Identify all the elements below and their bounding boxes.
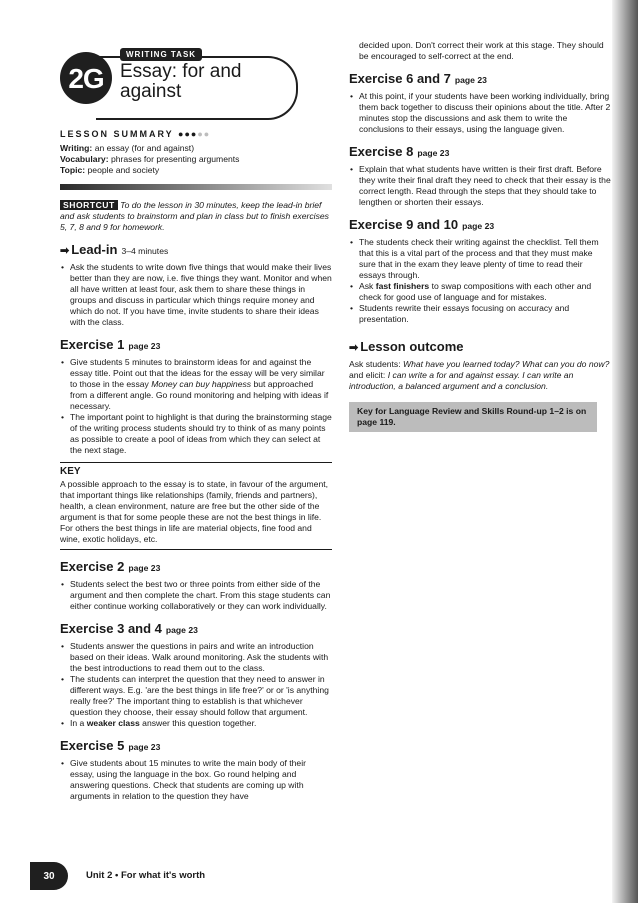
shortcut-note [60,200,332,233]
exercise910-heading [349,217,611,234]
key-box [60,462,332,550]
meta-topic-label: Topic: [60,165,86,175]
dots-filled: ●●● [178,129,198,139]
exercise910-title: Exercise 9 and 10 [349,217,459,232]
key-title: KEY [60,466,81,477]
exercise34-page: page 23 [165,625,198,635]
list-item [60,357,332,412]
exercise910-b2-suffix: to swap compositions with each other and check for good use of language and for mistakes. [359,281,592,302]
exercise910-b2-prefix: Ask [359,281,376,291]
divider-bar [60,184,332,190]
list-item: • The important point to highlight is that during the brainstorming stage of the writing process students should try to think of as many points as possible to create a pool of ideas from which they can select at the next stage. [60,412,332,456]
exercise34-b3-prefix: In a [70,718,87,728]
outcome-title: Lesson outcome [360,339,464,354]
exercise67-heading [349,71,611,88]
key-reference-box: Key for Language Review and Skills Round-up 1–2 is on page 119. [349,402,597,432]
dots-empty: ●● [197,129,211,139]
exercise910-page: page 23 [462,221,495,231]
meta-writing [60,143,332,154]
exercise34-title: Exercise 3 and 4 [60,621,162,636]
scan-edge-shadow [612,0,638,903]
list-item [60,718,332,729]
exercise34-b3-bold: weaker class [86,718,140,728]
exercise5-heading [60,738,332,755]
lead-in-list [60,262,332,328]
summary-heading-text: LESSON SUMMARY [60,129,174,139]
exercise5-list [60,758,332,802]
continued-text: decided upon. Don't correct their work at this stage. They should be encouraged to self-correct at the end. [359,40,604,61]
exercise910-list [349,237,611,325]
page-number: 30 [30,862,68,890]
list-item: • Students answer the questions in pairs and write an introduction based on their ideas. Walk around monitoring. Ask the students with the best introductions to read them out to the class. [60,641,332,674]
lead-in-title: Lead-in [71,242,118,257]
outcome-italic2: I can write a for and against essay. I can write an introduction, a balanced argument and a conclusion. [349,370,574,391]
exercise2-list [60,579,332,612]
exercise67-list [349,91,611,135]
list-item: • The students can interpret the question that they need to answer in different ways. E.g. 'are the best things in life free?' or or 'is anything really free?' The important thing to establish is that whichever question they choose, their essay should follow that argument. [60,674,332,718]
meta-vocabulary-value: phrases for presenting arguments [108,154,240,164]
exercise34-heading [60,621,332,638]
meta-topic [60,165,332,176]
list-item [349,281,611,303]
exercise34-list [60,641,332,729]
outcome-part2: and elicit: [349,370,388,380]
shortcut-text: To do the lesson in 30 minutes, keep the lead-in brief and ask students to brainstorm and plan in class but to finish exercises 5, 7, 8 and 9 for homework. [60,200,329,232]
list-item: • Ask the students to write down five things that would make their lives better than they are now, i.e. five things they want. Monitor and when all have written at least four, ask them to share these things in groups and discuss in particular which things require money and which do not. If you have time, invite students to share their ideas with the class. [60,262,332,328]
exercise1-b1-italic: Money can buy happiness [151,379,252,389]
exercise1-b1-text2: but approached from a different angle. Go round monitoring and helping with ideas if necessary. [70,379,329,411]
meta-writing-label: Writing: [60,143,93,153]
list-item: • Students select the best two or three points from either side of the argument and then complete the chart. From this stage students can either continue working collaboratively or they can work individually. [60,579,332,612]
outcome-heading [349,339,611,356]
list-item: • The students check their writing against the checklist. Tell them that this is a vital part of the process and that they must make sure that in the exam they leave plenty of time to read their essays through. [349,237,611,281]
left-column [60,52,332,802]
outcome-text [349,359,611,392]
meta-vocabulary-label: Vocabulary: [60,154,109,164]
lesson-header [60,52,332,127]
list-item: • Give students about 15 minutes to write the main body of their essay, using the language in the box. Go round helping and answering questions. Check that students are coming up with arguments in relation to the question they have [60,758,332,802]
exercise34-b3-suffix: answer this question together. [139,718,257,728]
task-label: WRITING TASK [120,48,202,61]
lesson-summary-heading [60,129,332,140]
exercise1-page: page 23 [128,341,161,351]
exercise2-heading [60,559,332,576]
exercise8-list [349,164,611,208]
exercise1-list [60,357,332,456]
exercise8-heading [349,144,611,161]
exercise5-title: Exercise 5 [60,738,125,753]
exercise1-b1-text: Give students 5 minutes to brainstorm ideas for and against the essay title. Point out that the ideas for the essay will be very similar to those in the essay [70,357,325,389]
footer-unit-title: Unit 2 • For what it's worth [86,870,206,881]
difficulty-dots [178,129,210,139]
arrow-icon: ➡ [60,245,70,257]
exercise67-page: page 23 [454,75,487,85]
exercise2-page: page 23 [128,563,161,573]
outcome-italic1: What have you learned today? What can you do now? [402,359,610,369]
exercise8-title: Exercise 8 [349,144,414,159]
exercise8-page: page 23 [417,148,450,158]
exercise2-title: Exercise 2 [60,559,125,574]
lesson-title [120,62,241,102]
list-item: • Students rewrite their essays focusing on accuracy and presentation. [349,303,611,325]
list-item: • At this point, if your students have been working individually, bring them back together to discuss their opinions about the title. After 2 minutes stop the discussions and ask them to write the conclusions to their essays, using the language given. [349,91,611,135]
exercise1-title: Exercise 1 [60,337,125,352]
title-line-1: Essay: for and [120,61,242,82]
lead-in-heading [60,242,332,259]
outcome-part1: Ask students: [349,359,403,369]
exercise910-b2-bold: fast finishers [375,281,430,291]
shortcut-label: SHORTCUT [60,200,118,210]
meta-topic-value: people and society [85,165,160,175]
meta-vocabulary [60,154,332,165]
right-column [349,40,611,432]
exercise67-title: Exercise 6 and 7 [349,71,451,86]
lesson-meta [60,143,332,176]
list-item: • Explain that what students have written is their first draft. Before they write their final draft they need to check that their essay is the correct length. Read through the steps that they should take to lengthen or shorten their essays. [349,164,611,208]
exercise1-heading [60,337,332,354]
exercise5-page: page 23 [128,742,161,752]
lesson-badge: 2G [60,52,112,104]
page-footer [30,862,330,892]
arrow-icon: ➡ [349,342,359,354]
lead-in-duration: 3–4 minutes [121,246,169,256]
title-line-2: against [120,81,182,102]
meta-writing-value: an essay (for and against) [92,143,195,153]
key-text: A possible approach to the essay is to state, in favour of the argument, that important things like relationships (family, friends and partners), health, a clean environment, nature are free but the other side of the argument is that for some people these are not the best things in life. For others the best things in life are material objects, fine food and wine, exotic holidays, etc. [60,479,328,544]
